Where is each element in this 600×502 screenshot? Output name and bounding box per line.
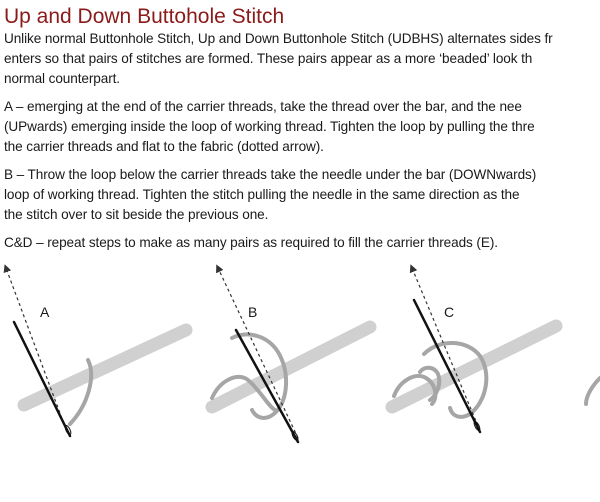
step-a-line-3: the carrier threads and flat to the fabric (dotted arrow). [4,139,324,154]
thread-d-partial [586,378,600,404]
figure-d-partial [586,378,600,404]
step-a-paragraph [4,97,535,157]
step-b-line-3: the stitch over to sit beside the previous one. [4,207,269,222]
step-a-line-1: A – emerging at the end of the carrier threads, take the thread over the bar, and the nee [4,99,522,114]
step-cd-paragraph [4,233,498,253]
dotted-arrow-b [218,268,298,438]
label-b: B [248,304,258,320]
label-a: A [40,304,50,320]
carrier-bar-c [392,326,556,407]
stitch-diagram [0,258,600,502]
step-b-line-2: loop of working thread. Tighten the stitch pulling the needle in the same direction as the [4,187,520,202]
intro-paragraph [4,29,553,89]
step-a-line-2: (UPwards) emerging inside the loop of working thread. Tighten the loop by pulling the thre [4,119,535,134]
figure-b [212,268,370,442]
page-title: Up and Down Buttohole Stitch [4,5,285,28]
step-b-line-1: B – Throw the loop below the carrier threads take the needle under the bar (DOWNwards) [4,167,537,182]
step-b-paragraph [4,165,536,225]
figure-a [6,268,186,436]
carrier-bar-b [212,327,370,407]
intro-line-2: enters so that pairs of stitches are formed. These pairs appear as a more ‘beaded’ look th [4,51,533,66]
step-cd-line-1: C&D – repeat steps to make as many pairs as required to fill the carrier threads (E). [4,235,498,250]
label-c: C [444,304,455,320]
figure-c [392,268,556,432]
needle-a [14,322,70,436]
intro-line-1: Unlike normal Buttonhole Stitch, Up and Down Buttonhole Stitch (UDBHS) alternates sides fr [4,31,553,46]
intro-line-3: normal counterpart. [4,71,120,86]
